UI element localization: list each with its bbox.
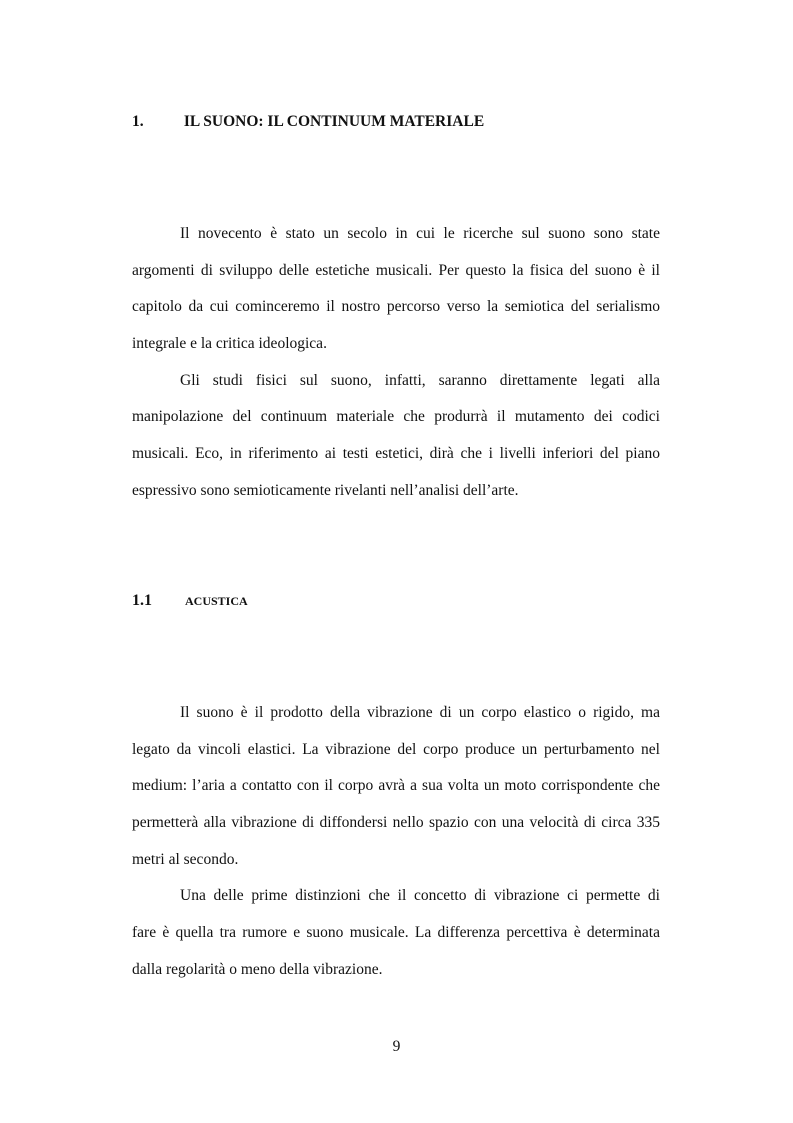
paragraph xyxy=(132,878,660,988)
chapter-title: IL SUONO: IL CONTINUUM MATERIALE xyxy=(183,113,485,130)
page-number: 9 xyxy=(392,1038,401,1055)
text-line: Una delle prime distinzioni che il concetto di vibrazione ci permette di xyxy=(180,887,660,905)
chapter-number: 1. xyxy=(132,113,144,130)
text-line: argomenti di sviluppo delle estetiche musicali. Per questo la fisica del suono è il xyxy=(132,261,660,279)
text-line: dalla regolarità o meno della vibrazione. xyxy=(132,960,383,978)
paragraph xyxy=(132,216,660,363)
section-title: ACUSTICA xyxy=(185,594,248,608)
text-line: espressivo sono semioticamente rivelanti nell’analisi dell’arte. xyxy=(132,481,519,499)
section-heading xyxy=(132,592,248,610)
chapter-heading xyxy=(132,113,484,131)
text-line: Il suono è il prodotto della vibrazione di un corpo elastico o rigido, ma xyxy=(180,704,660,721)
body-text-block-1 xyxy=(132,216,660,510)
text-line: permetterà alla vibrazione di diffondersi nello spazio con una velocità di circa 335 xyxy=(132,814,660,832)
text-line: Gli studi fisici sul suono, infatti, saranno direttamente legati alla xyxy=(180,371,660,389)
section-number: 1.1 xyxy=(132,592,152,609)
text-line: fare è quella tra rumore e suono musicale. La differenza percettiva è determinata xyxy=(132,924,660,942)
text-line: metri al secondo. xyxy=(132,850,239,868)
paragraph xyxy=(132,695,660,878)
text-line: Il novecento è stato un secolo in cui le ricerche sul suono sono state xyxy=(180,225,660,242)
paragraph xyxy=(132,363,660,510)
text-line: musicali. Eco, in riferimento ai testi estetici, dirà che i livelli inferiori del piano xyxy=(132,445,660,463)
text-line: medium: l’aria a contatto con il corpo avrà a sua volta un moto corrispondente che xyxy=(132,777,660,795)
text-line: capitolo da cui cominceremo il nostro percorso verso la semiotica del serialismo xyxy=(132,298,660,316)
body-text-block-2 xyxy=(132,695,660,989)
text-line: manipolazione del continuum materiale che produrrà il mutamento dei codici xyxy=(132,408,660,426)
text-line: integrale e la critica ideologica. xyxy=(132,335,327,353)
text-line: legato da vincoli elastici. La vibrazione del corpo produce un perturbamento nel xyxy=(132,740,660,758)
